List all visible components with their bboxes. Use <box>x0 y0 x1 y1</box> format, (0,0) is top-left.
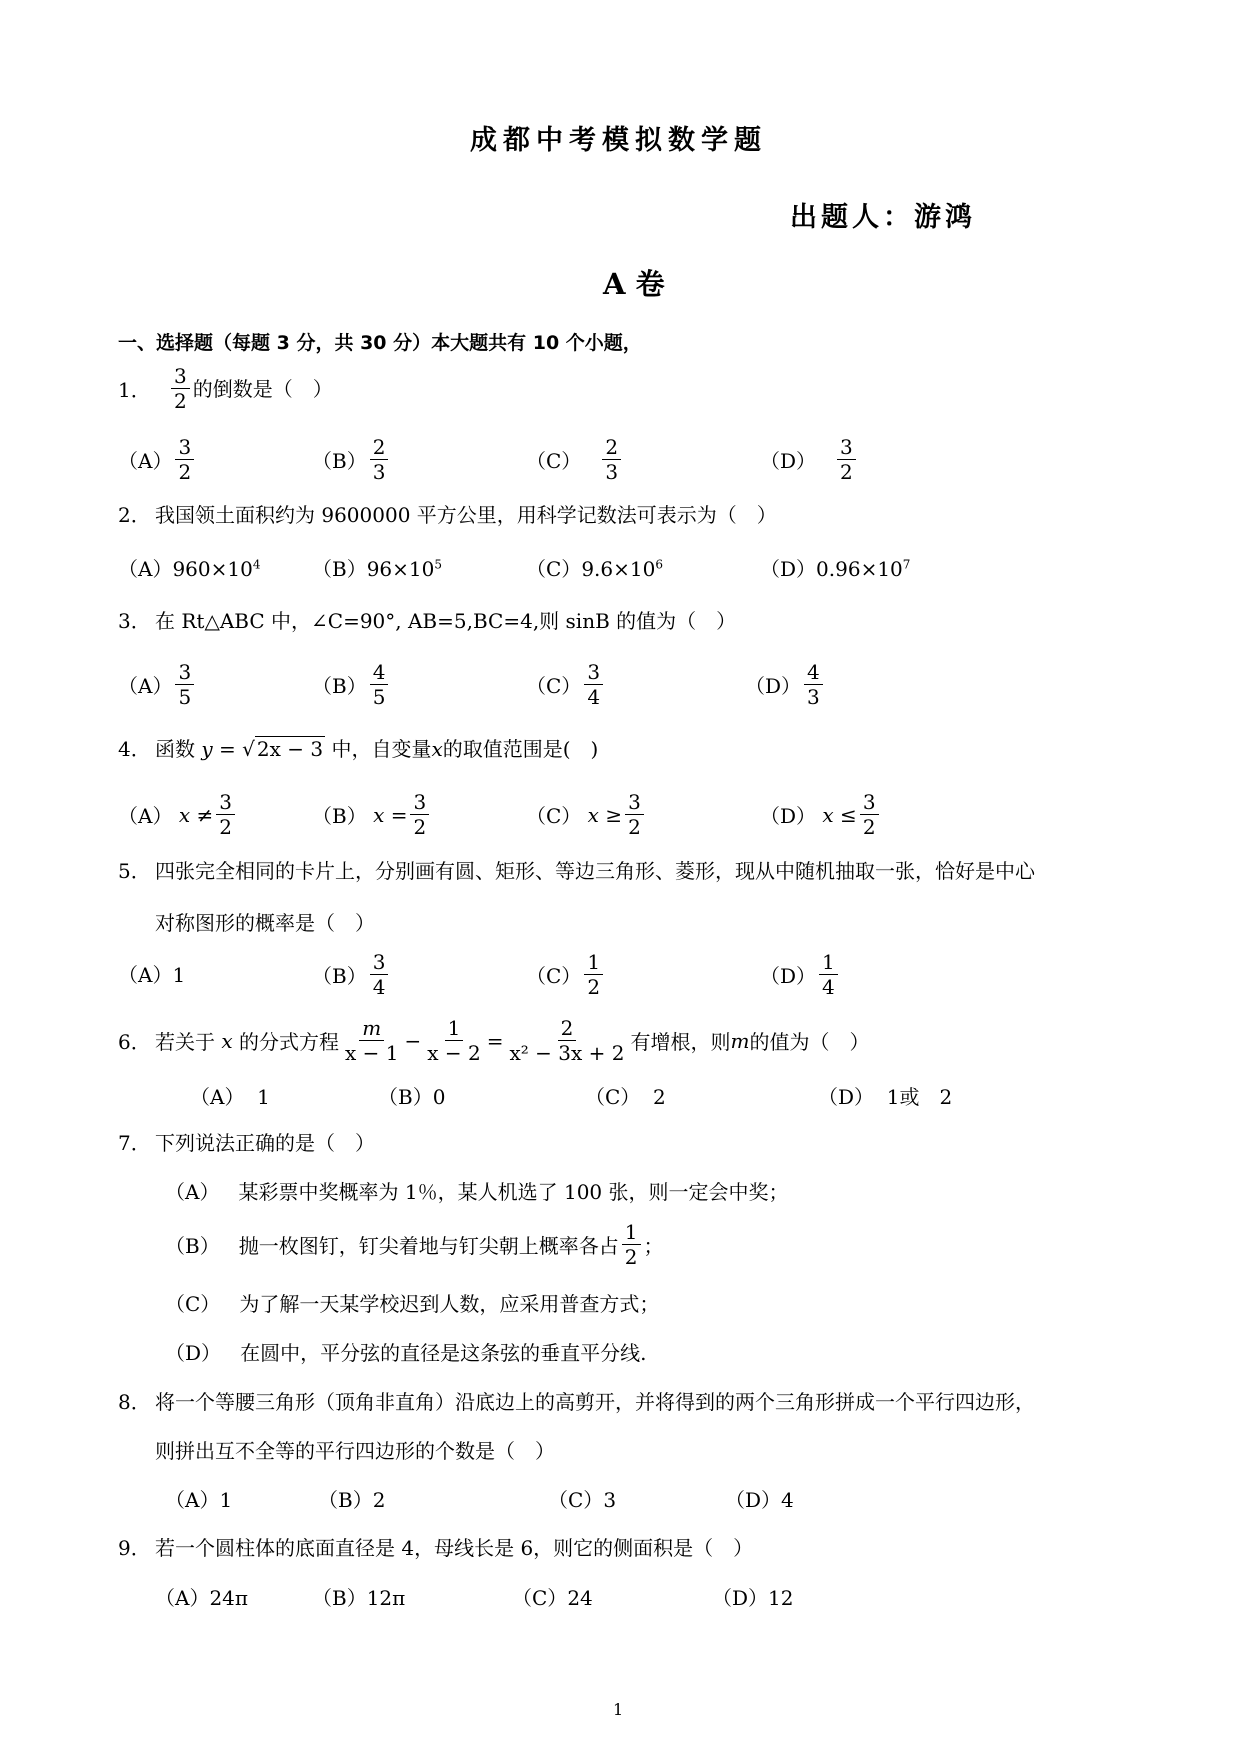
question-text: 的倒数是（ ） <box>192 376 333 401</box>
question-8-line1: 将一个等腰三角形（顶角非直角）沿底边上的高剪开，并将得到的两个三角形拼成一个平行四边形， <box>155 1390 1035 1414</box>
question-number: 6． <box>118 1030 151 1054</box>
question-5-line1: 四张完全相同的卡片上，分别画有圆、矩形、等边三角形、菱形，现从中随机抽取一张，恰好是中心 <box>155 859 1035 883</box>
question-7-text: 下列说法正确的是（ ） <box>155 1131 375 1155</box>
question-number: 3． <box>118 609 151 633</box>
question-2-text: 我国领土面积约为 9600000 平方公里，用科学记数法可表示为（ ） <box>155 503 777 527</box>
question-number: 9． <box>118 1536 151 1560</box>
q8-option-c: （C）3 <box>548 1488 617 1512</box>
fraction: $\frac{m}{x - 1}$ <box>345 1016 399 1065</box>
q7-option-a: （A） 某彩票中奖概率为 1％，某人机选了 100 张，则一定会中奖； <box>165 1180 789 1204</box>
fraction: $\frac{3}{2}$ <box>171 364 190 413</box>
section-a-heading: A 卷 <box>603 267 665 301</box>
sqrt-radicand: 2x − 3 <box>256 737 324 761</box>
question-number: 4． <box>118 737 151 761</box>
question-8-line2: 则拼出互不全等的平行四边形的个数是（ ） <box>155 1439 555 1463</box>
q6-option-b: （B）0 <box>378 1085 446 1109</box>
q7-option-b: （B） 抛一枚图钉，钉尖着地与钉尖朝上概率各占 $\frac{1}{2}$ ； <box>165 1220 664 1269</box>
question-4-stem: 函数 y = √ 2x − 3 中，自变量x的取值范围是( ) <box>155 737 599 761</box>
q9-option-a: （A）24π <box>155 1586 249 1610</box>
q2-option-a: $(A)960\times 10^4$ <box>118 557 261 581</box>
q2-option-c: $(C)9.6\times 10^6$ <box>526 557 663 581</box>
q2-option-d: $(D)0.96\times 10^7$ <box>760 557 911 581</box>
question-number: 5． <box>118 859 151 883</box>
question-number: 2． <box>118 503 151 527</box>
q4-option-d: （D） x ≤ $\frac{3}{2}$ <box>760 790 882 839</box>
q4-option-b: （B） x = $\frac{3}{2}$ <box>312 790 432 839</box>
part1-heading: 一、选择题（每题 3 分，共 30 分）本大题共有 10 个小题， <box>118 332 642 354</box>
question-1-stem <box>168 364 333 413</box>
document-title: 成都中考模拟数学题 <box>470 125 767 156</box>
question-5-line2: 对称图形的概率是（ ） <box>155 911 375 935</box>
q9-option-c: （C）24 <box>512 1586 593 1610</box>
page-number: 1 <box>613 1700 624 1719</box>
q1-option-a: （A） $\frac{3}{2}$ <box>118 435 197 484</box>
q1-option-b: （B） $\frac{2}{3}$ <box>312 435 391 484</box>
question-6-stem: 若关于 x 的分式方程 $\frac{m}{x - 1}$ − $\frac{1}{x - 2}$ = $\frac{2}{\text{x² − 3x + 2}}$ 有增根，则 m 的值为（ ） <box>155 1016 870 1065</box>
q3-option-a: （A） $\frac{3}{5}$ <box>118 660 197 709</box>
q4-option-c: （C） x ≥ $\frac{3}{2}$ <box>526 790 647 839</box>
q6-option-d: （D） 1或 2 <box>818 1085 953 1109</box>
q6-option-c: （C） 2 <box>585 1085 666 1109</box>
q6-option-a: （A） 1 <box>190 1085 270 1109</box>
fraction: $\frac{1}{x - 2}$ <box>427 1016 481 1065</box>
fraction: $\frac{2}{\text{x² − 3x + 2}}$ <box>509 1016 625 1065</box>
q7-option-d: （D） 在圆中，平分弦的直径是这条弦的垂直平分线. <box>165 1341 647 1365</box>
question-number: 1． <box>118 378 151 402</box>
question-number: 7． <box>118 1131 151 1155</box>
q8-option-b: （B）2 <box>318 1488 386 1512</box>
q1-option-c: （C） $\frac{2}{3}$ <box>526 435 624 484</box>
q3-option-d: （D） $\frac{4}{3}$ <box>745 660 826 709</box>
q7-option-c: （C） 为了解一天某学校迟到人数，应采用普查方式； <box>165 1292 660 1316</box>
question-9-text: 若一个圆柱体的底面直径是 4，母线长是 6，则它的侧面积是（ ） <box>155 1536 754 1560</box>
author-line: 出题人：游鸿 <box>790 202 976 233</box>
q5-option-a: （A）1 <box>118 963 186 987</box>
question-number: 8． <box>118 1390 151 1414</box>
q5-option-d: （D） $\frac{1}{4}$ <box>760 950 841 999</box>
q3-option-c: （C） $\frac{3}{4}$ <box>526 660 606 709</box>
q1-option-d: （D） $\frac{3}{2}$ <box>760 435 859 484</box>
q4-option-a: （A） x ≠ $\frac{3}{2}$ <box>118 790 238 839</box>
q8-option-d: （D）4 <box>725 1488 794 1512</box>
q9-option-b: （B）12π <box>312 1586 406 1610</box>
question-3-text: 在 Rt△ABC 中，∠C=90°, AB=5,BC=4,则 sinB 的值为（ ） <box>155 609 737 633</box>
q8-option-a: （A）1 <box>165 1488 233 1512</box>
q5-option-b: （B） $\frac{3}{4}$ <box>312 950 391 999</box>
q5-option-c: （C） $\frac{1}{2}$ <box>526 950 606 999</box>
q2-option-b: $(B)96\times 10^5$ <box>312 557 442 581</box>
q9-option-d: （D）12 <box>712 1586 794 1610</box>
q3-option-b: （B） $\frac{4}{5}$ <box>312 660 391 709</box>
